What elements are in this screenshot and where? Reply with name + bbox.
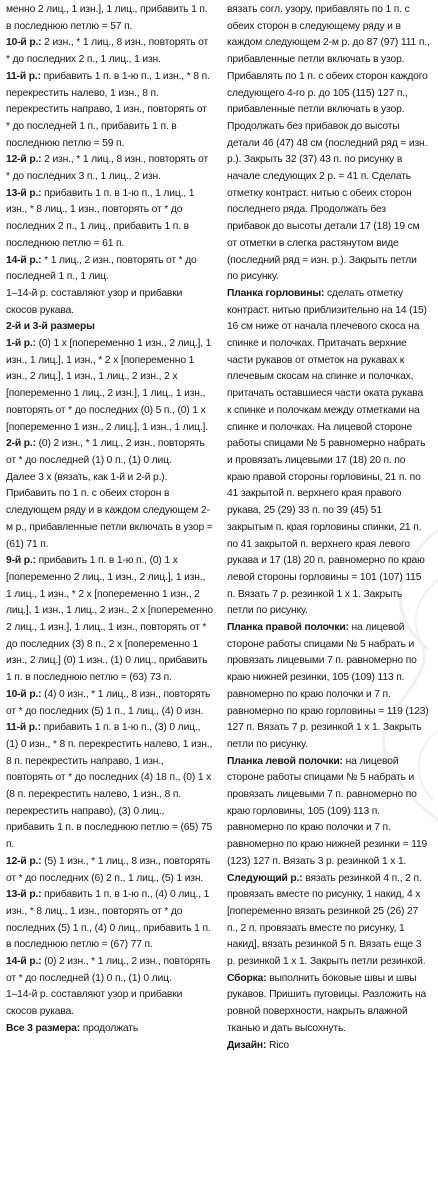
- paragraph: [6, 470, 213, 554]
- paragraph-heading: 10-й р.:: [6, 688, 42, 700]
- paragraph-text: вязать резинкой 4 п., 2 п. провязать вместе по рисунку, 1 накид, 4 х [попеременно вязать резинкой 25 (26) 27 п., 2 п. провязать вместе по рисунку, 1 накид], вязать резинкой 5 п. Вязать еще 3 р. резинкой 1 х 1. Закрыть петли резинкой.: [226, 872, 426, 968]
- paragraph-text: менно 2 лиц., 1 изн.], 1 лиц., прибавить 1 п. в последнюю петлю = 57 п.: [6, 4, 208, 32]
- right-column: [227, 2, 430, 1200]
- paragraph: [6, 69, 213, 153]
- paragraph-text: выполнить боковые швы и швы рукавов. Пришить пуговицы. Разложить на ровной поверхности, накрыть влажной тканью и дать высохнуть.: [226, 972, 427, 1034]
- paragraph-text: (5) 1 изн., * 1 лиц., 8 изн., повторять от * до последних (6) 2 п., 1 лиц., (5) 1 изн.: [6, 855, 211, 884]
- paragraph-text: прибавить 1 п. в 1-ю п., (0) 1 х [попеременно 2 лиц., 1 изн., 2 лиц.], 1 изн., 1 лиц., 1 изн., * 2 х [попеременно 1 изн., 2 лиц.], 1 изн., 1 лиц., 2 изн., 2 х [попеременно 2 лиц., 1 изн.], 1 лиц., 1 изн., повторять от * до последних (3) 8 п., 2 х [попеременно 1 изн., 2 лиц.] (0) 1 изн., (1) 0 лиц., прибавить 1 п. в последнюю петлю = (63) 73 п.: [6, 555, 213, 684]
- paragraph: [6, 553, 213, 687]
- paragraph-heading: 11-й р.:: [6, 722, 41, 734]
- paragraph-text: на лицевой стороне работы спицами № 5 набрать и провязать лицевыми 7 п. равномерно по краю нижней резинки, 105 (109) 113 п. равномерно по краю полочки и 7 п. равномерно по краю горловины = 119 (123) 127 п. Вязать 7 р. резинкой 1 х 1. Закрыть петли по рисунку.: [226, 622, 429, 750]
- paragraph: [227, 754, 430, 871]
- paragraph-heading: 14-й р.:: [6, 254, 42, 266]
- paragraph: [6, 720, 213, 854]
- paragraph: [227, 871, 430, 971]
- paragraph: [6, 35, 213, 68]
- left-column: [6, 2, 213, 1200]
- paragraph-text: вязать согл. узору, прибавлять по 1 п. с обеих сторон в следующему ряду и в каждом следующем 2-м р. до 87 (97) 111 п., прибавленные петли включать в узор. Прибавлять по 1 п. с обеих сторон каждого следующего 4-го р. до 105 (115) 127 п., прибавленные петли включать в узор. Продолжать без прибавок до высоты детали 46 (47) 48 см (последний ряд = изн. р.). Закрыть 32 (37) 43 п. по рисунку в начале следующих 2 р. = 41 п. Сделать отметку контраст. нитью с обеих сторон последнего ряда. Продолжать без прибавок до высоты детали 17 (18) 19 см от отметки в слегка растянутом виде (последний ряд = изн. р.). Закрыть петли по рисунку.: [226, 4, 430, 283]
- paragraph-text: 2 изн., * 1 лиц., 8 изн., повторять от * до последних 2 п., 1 лиц., 1 изн.: [6, 37, 209, 66]
- paragraph-text: прибавить 1 п. в 1-ю п., 1 изн., * 8 п. перекрестить налево, 1 изн., 8 п. перекрестить направо, 1 изн., повторять от * до последней 1 п., прибавить 1 п. в последнюю петлю = 59 п.: [6, 70, 210, 149]
- paragraph-heading: 1-й р.:: [6, 338, 36, 350]
- paragraph-heading: Планка правой полочки:: [226, 622, 349, 634]
- paragraph-text: * 1 лиц., 2 изн., повторять от * до последней 1 п., 1 лиц.: [6, 254, 197, 283]
- paragraph-text: (0) 2 изн., * 1 лиц., 2 изн., повторять от * до последней (1) 0 п., (1) 0 лиц.: [6, 956, 211, 984]
- paragraph-text: Далее 3 х (вязать, как 1-й и 2-й р.). Прибавить по 1 п. с обеих сторон в следующем ряду и в каждом следующем 2-м р., прибавленные петли включать в узор = (61) 71 п.: [6, 471, 213, 550]
- paragraph: [6, 987, 213, 1020]
- paragraph: [6, 186, 213, 253]
- paragraph-text: 2 изн., * 1 лиц., 8 изн., повторять от * до последних 3 п., 1 лиц., 2 изн.: [6, 154, 209, 183]
- paragraph-heading: Планка горловины:: [226, 287, 325, 299]
- paragraph: [227, 1038, 430, 1055]
- paragraph-heading: 13-й р.:: [6, 889, 42, 901]
- paragraph-heading: Планка левой полочки:: [226, 755, 343, 767]
- paragraph: [6, 687, 213, 720]
- paragraph-heading: Следующий р.:: [226, 872, 303, 884]
- paragraph-heading: 13-й р.:: [6, 187, 42, 199]
- paragraph: [6, 253, 213, 286]
- paragraph-heading: Все 3 размера:: [6, 1022, 81, 1034]
- paragraph-text: прибавить 1 п. в 1-ю п., 1 лиц., 1 изн., * 8 лиц., 1 изн., повторять от * до последних 2 п., 1 лиц., прибавить 1 п. в последнюю петлю = 61 п.: [6, 187, 195, 249]
- paragraph-heading: 12-й р.:: [6, 855, 42, 867]
- paragraph: [6, 954, 213, 987]
- paragraph-heading: Дизайн:: [226, 1039, 267, 1051]
- paragraph: [6, 2, 213, 35]
- paragraph-text: прибавить 1 п. в 1-ю п., (3) 0 лиц., (1) 0 изн., * 8 п. перекрестить налево, 1 изн., 8 п. перекрестить направо, 1 изн., повторять от * до последних (4) 18 п., (0) 1 х (8 п. перекрестить налево, 1 изн., 8 п. перекрестить направо), (3) 0 лиц., прибавить 1 п. в последнюю петлю = (65) 75 п.: [6, 722, 213, 851]
- paragraph: [6, 854, 213, 887]
- paragraph-text: продолжать: [82, 1022, 139, 1034]
- paragraph-heading: 10-й р.:: [6, 37, 42, 49]
- paragraph-heading: 11-й р.:: [6, 70, 41, 82]
- paragraph-heading: 2-й и 3-й размеры: [6, 321, 95, 333]
- paragraph-text: прибавить 1 п. в 1-ю п., (4) 0 лиц., 1 изн., * 8 лиц., 1 изн., повторять от * до последних (5) 1 п., (4) 0 лиц., прибавить 1 п. в последнюю петлю = (67) 77 п.: [6, 889, 211, 951]
- paragraph-text: Rico: [269, 1039, 289, 1051]
- paragraph: [6, 286, 213, 319]
- paragraph-heading: 12-й р.:: [6, 154, 42, 166]
- paragraph-text: 1–14-й р. составляют узор и прибавки скосов рукава.: [6, 287, 183, 316]
- paragraph-text: (4) 0 изн., * 1 лиц., 8 изн., повторять от * до последних (5) 1 п., 1 лиц., (4) 0 изн.: [6, 688, 211, 717]
- paragraph-heading: 14-й р.:: [6, 956, 42, 968]
- paragraph: [6, 336, 213, 436]
- paragraph: [6, 887, 213, 954]
- paragraph-heading: Сборка:: [226, 972, 267, 984]
- paragraph-heading: 2-й р.:: [6, 438, 36, 450]
- paragraph-text: на лицевой стороне работы спицами № 5 набрать и провязать лицевыми 7 п. равномерно по краю горловины, 105 (109) 113 п. равномерно по краю полочки и 7 п. равномерно по краю нижней резинки = 119 (123) 127 п. Вязать 3 р. резинкой 1 х 1.: [226, 755, 428, 867]
- paragraph: [6, 436, 213, 469]
- paragraph-text: сделать отметку контраст. нитью приблизительно на 14 (15) 16 см ниже от начала плечевого скоса на спинке и полочках. Притачать верхние части рукавов от отметок на рукавах к плечевым скосам на спинке и полочках, притачать оставшиеся части оката рукава к спинке и полочкам между отметками на спинке и полочках. На лицевой стороне работы спицами № 5 равномерно набрать и провязать лицевыми 17 (18) 20 п. по краю правой стороны горловины, 21 п. по 41 закрытой п. верхнего края правого рукава, 25 (29) 33 п. по 39 (45) 51 закрытым п. края горловины спинки, 21 п. по 41 закрытой п. верхнего края левого рукава и 17 (18) 20 п. равномерно по краю левой стороны горловины = 101 (107) 115 п. Вязать 7 р. резинкой 1 х 1. Закрыть петли по рисунку.: [226, 287, 427, 617]
- paragraph: [227, 971, 430, 1038]
- paragraph: [6, 319, 213, 336]
- paragraph: [6, 152, 213, 185]
- paragraph: [6, 1021, 213, 1038]
- paragraph-text: (0) 2 изн., * 1 лиц., 2 изн., повторять от * до последней (1) 0 п., (1) 0 лиц.: [6, 438, 205, 466]
- paragraph: [227, 620, 430, 754]
- paragraph: [227, 286, 430, 620]
- paragraph-heading: 9-й р.:: [6, 555, 36, 567]
- paragraph-text: 1–14-й р. составляют узор и прибавки скосов рукава.: [6, 989, 183, 1018]
- paragraph-text: (0) 1 х [попеременно 1 изн., 2 лиц.], 1 изн., 1 лиц.], 1 изн., * 2 х [попеременно 1 изн., 2 лиц.], 1 изн., 1 лиц., 2 изн., 2 х [попеременно 1 лиц., 2 изн.], 1 лиц., 1 изн., повторять от * до последних (0) 5 п., (0) 1 х [попеременно 1 изн., 2 лиц.], 1 изн., 1 лиц.].: [6, 338, 212, 433]
- paragraph: [227, 2, 430, 286]
